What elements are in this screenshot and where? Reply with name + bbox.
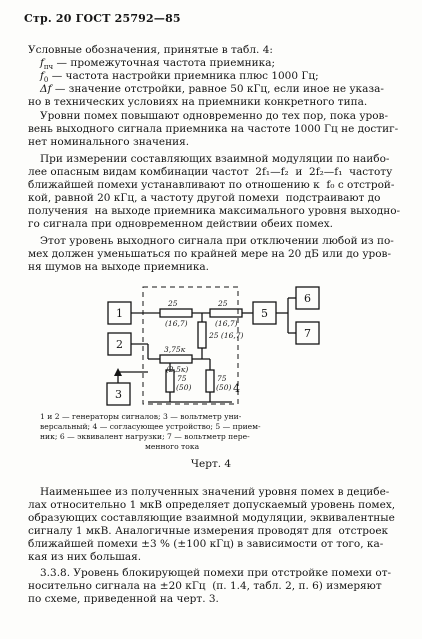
- block-5-label: 5: [261, 307, 268, 320]
- p2-line-6: го сигнала при одновременном действии обеих помех.: [28, 218, 333, 230]
- p1-line-3: нет номинального значения.: [28, 136, 190, 148]
- r2-value: 25: [218, 299, 228, 308]
- p2-line-4: кой, равной 20 кГц, а частоту другой помехи подстраивают до: [28, 192, 381, 204]
- p4-line-4: сигналу 1 мкВ. Аналогичные измерения проводят для отстроек: [28, 525, 389, 537]
- figure-title: Черт. 4: [190, 458, 232, 470]
- resistor-r3: [198, 322, 206, 348]
- resistor-r1: [160, 309, 192, 317]
- p1-line-2: вень выходного сигнала приемника на частоте 1000 Гц не достиг-: [28, 123, 399, 135]
- legend-df-text: — значение отстройки, равное 50 кГц, если иное не указа-: [51, 83, 384, 95]
- r1-value: 25: [168, 299, 178, 308]
- p3-line-2: мех должен уменьшаться по крайней мере на 20 дБ или до уров-: [28, 248, 391, 260]
- p2-line-2: лее опасным видам комбинации частот 2f₁—f₂ и 2f₂—f₁ частоту: [28, 166, 393, 178]
- p1-line-1: Уровни помех повышают одновременно до тех пор, пока уров-: [40, 110, 389, 122]
- r1-alt-value: (16,7): [165, 319, 188, 328]
- p2-line-1: При измерении составляющих взаимной модуляции по наибо-: [40, 153, 390, 165]
- r4-alt-value: (2,5к): [166, 365, 189, 374]
- block-2-label: 2: [116, 338, 123, 351]
- p4-line-6: кая из них большая.: [28, 551, 142, 563]
- legend-f0-sub: 0: [43, 76, 49, 85]
- legend-title: Условные обозначения, принятые в табл. 4:: [28, 44, 273, 56]
- caption-line-3: ник; 6 — эквивалент нагрузки; 7 — вольтметр пере-: [40, 432, 250, 441]
- p2-line-5: получения на выходе приемника максимального уровня выходно-: [28, 205, 401, 217]
- block-6-label: 6: [304, 292, 311, 305]
- p5-line-2: носительно сигнала на ±20 кГц (п. 1.4, табл. 2, п. 6) измеряют: [28, 580, 382, 592]
- resistor-r6: [206, 370, 214, 392]
- r5-value: 75: [177, 374, 187, 383]
- r2-alt-value: (16,7): [215, 319, 238, 328]
- r6-alt-value: (50): [216, 383, 232, 392]
- resistor-r4: [160, 355, 192, 363]
- page-header: Стр. 20 ГОСТ 25792—85: [24, 12, 181, 25]
- caption-line-1: 1 и 2 — генераторы сигналов; 3 — вольтметр уни-: [40, 412, 242, 421]
- caption-line-4: менного тока: [145, 442, 200, 451]
- p5-line-3: по схеме, приведенной на черт. 3.: [28, 593, 219, 605]
- legend-fpch-sub: пч: [43, 63, 54, 72]
- p2-line-3: ближайшей помехи устанавливают по отношению к f₀ с отстрой-: [28, 179, 395, 191]
- p4-line-2: лах относительно 1 мкВ определяет допускаемый уровень помех,: [28, 499, 396, 511]
- block-1-label: 1: [116, 307, 123, 320]
- p3-line-3: ня шумов на выходе приемника.: [28, 261, 210, 273]
- legend-f0-text: — частота настройки приемника плюс 1000 Гц;: [48, 70, 319, 82]
- p5-line-1: 3.3.8. Уровень блокирующей помехи при отстройке помехи от-: [40, 567, 392, 579]
- legend-fpch-text: — промежуточная частота приемника;: [53, 57, 275, 69]
- r6-value: 75: [217, 374, 227, 383]
- legend-df-symbol: Δf: [40, 83, 52, 95]
- legend-df: [40, 83, 410, 96]
- p4-line-3: образующих составляющие взаимной модуляции, эквивалентные: [28, 512, 395, 524]
- legend-fpch-symbol: f: [40, 57, 44, 69]
- measurement-circuit-diagram: [0, 280, 422, 430]
- r5-alt-value: (50): [176, 383, 192, 392]
- block-3-label: 3: [115, 388, 122, 401]
- caption-line-2: версальный; 4 — согласующее устройство; 5 — прием-: [40, 422, 261, 431]
- r4-value: 3,75к: [164, 345, 186, 354]
- p4-line-1: Наименьшее из полученных значений уровня помех в децибе-: [40, 486, 390, 498]
- resistor-r2: [210, 309, 242, 317]
- legend-df-cont: но в технических условиях на приемники конкретного типа.: [28, 96, 368, 108]
- p3-line-1: Этот уровень выходного сигнала при отключении любой из по-: [40, 235, 394, 247]
- r3-value: 25 (16,7): [209, 331, 244, 340]
- block-4-label: 4: [233, 382, 240, 395]
- block-7-label: 7: [304, 327, 311, 340]
- legend-f0-symbol: f: [40, 70, 44, 82]
- p4-line-5: ближайшей помехи ±3 % (±100 кГц) в зависимости от того, ка-: [28, 538, 384, 550]
